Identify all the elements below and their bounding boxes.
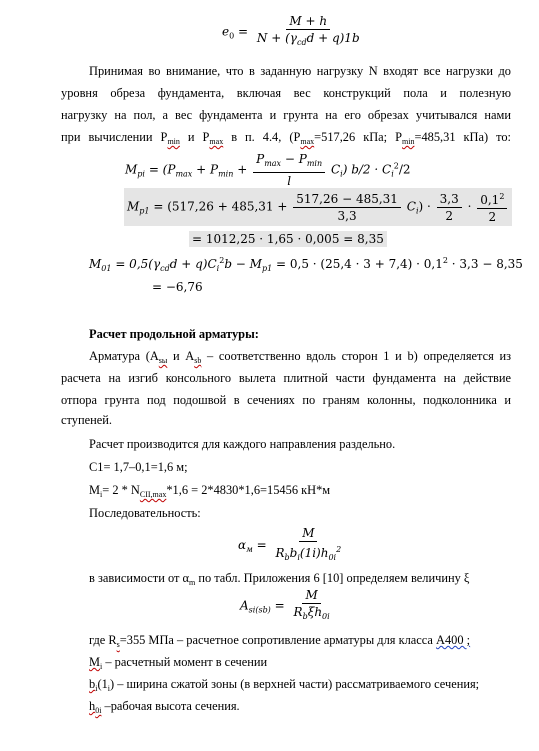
formula-e0 — [222, 14, 365, 50]
mp1-num3: 0,1 — [480, 193, 500, 207]
m01-b-sup: 2 — [219, 256, 225, 265]
alpha-den-a-sub: b — [284, 553, 290, 562]
formula-m01-result — [152, 280, 203, 294]
mp1-num3-sup: 2 — [499, 192, 505, 201]
alpha-fraction — [272, 526, 344, 565]
paragraph-c1: C1= 1,7–0,1=1,6 м; — [89, 460, 188, 474]
p7-sub: m — [188, 578, 196, 587]
alpha-lhs: α — [238, 538, 247, 552]
m01-result: = −6,76 — [152, 280, 203, 294]
p1-line-4-wrap — [61, 126, 511, 153]
as-lhs: A — [240, 598, 249, 613]
mp1-lhs-sub: p1 — [139, 206, 150, 216]
p1-l4-a: при вычислении P — [61, 130, 168, 144]
mpi-num-b-sub: min — [306, 159, 323, 168]
paragraph-rs — [89, 633, 470, 649]
p10-b: (1 — [97, 677, 108, 691]
e0-lhs: e — [222, 24, 230, 39]
p2-line-4: ступеней. — [61, 413, 112, 427]
m01-d: = 0,5 · (25,4 · 3 + 7,4) · 0,1 — [276, 257, 443, 271]
mp1-result: = 1012,25 · 1,65 · 0,005 = 8,35 — [192, 232, 384, 246]
p5-sub2: CII,max — [139, 490, 167, 499]
paragraph-sequence: Последовательность: — [89, 506, 201, 520]
alpha-num: M — [299, 526, 317, 542]
as-den-b-sub: 0i — [322, 612, 330, 621]
mpi-d-sub: i — [340, 169, 343, 179]
mp1-den: 3,3 — [337, 208, 357, 223]
paragraph-separate: Расчет производится для каждого направления раздельно. — [89, 437, 396, 451]
formula-m01 — [89, 256, 523, 273]
p2-line-2-wrap — [61, 367, 511, 389]
formula-alpha — [238, 526, 346, 565]
m01-a-sub: cd — [160, 264, 170, 273]
e0-den-b: d + q)1b — [306, 31, 360, 45]
m01-e: · 3,3 − 8,35 — [451, 257, 523, 271]
alpha-den — [272, 542, 344, 565]
alpha-den-b-sub: i — [297, 553, 300, 562]
formula-mp1-result — [189, 231, 387, 247]
mp1-lhs: M — [127, 199, 140, 214]
mpi-e-sub: i — [391, 169, 394, 179]
mp1-num2: 3,3 — [437, 192, 462, 208]
m01-c-sub: p1 — [261, 264, 273, 273]
e0-lhs-sub: 0 — [229, 31, 235, 41]
p10-a: b — [89, 677, 96, 691]
p1-l4-sub4: min — [402, 137, 415, 146]
m01-c: b − M — [224, 257, 262, 271]
p1-l4-e: =485,31 кПа) то: — [414, 130, 511, 144]
mpi-num-b: − P — [281, 152, 307, 166]
mpi-e-sup: 2 — [393, 161, 399, 171]
as-num: M — [302, 588, 320, 604]
e0-den-a: N + (γ — [256, 31, 297, 45]
e0-eq: = — [238, 24, 249, 39]
p9-a: M — [89, 655, 101, 669]
as-den-a-sub: b — [302, 612, 308, 621]
as-lhs-sub: si(sb) — [248, 605, 271, 615]
m01-d-sup: 2 — [442, 256, 448, 265]
mpi-b-sub: min — [218, 169, 234, 179]
e0-den-sub: cd — [296, 38, 307, 47]
mpi-a-sub: max — [175, 169, 193, 179]
paragraph-load-note — [89, 60, 511, 82]
p2-l1-sub2: sb — [194, 356, 202, 365]
mp1-fraction-2 — [437, 192, 462, 223]
alpha-lhs-sub: м — [246, 545, 253, 554]
alpha-den-b: b — [289, 546, 298, 560]
p2-l1-sub1: sы — [158, 356, 168, 365]
mp1-dot: · — [467, 199, 472, 214]
mpi-lhs-sub: pi — [137, 169, 145, 179]
m01-b-sub: i — [216, 264, 220, 273]
as-den-a: R — [293, 605, 303, 619]
paragraph-width — [89, 677, 479, 693]
p2-line-3: отпора грунта под подошвой в сечениях по граням колонны, подколонника и — [61, 393, 511, 407]
alpha-den-a: R — [275, 546, 285, 560]
p11-sub: 0i — [95, 706, 102, 715]
mp1-d: ) · — [418, 199, 431, 214]
m01-a: = 0,5(γ — [115, 257, 161, 271]
p2-line-3-wrap — [61, 389, 511, 411]
mpi-d: C — [330, 162, 341, 177]
p1-line-3-wrap — [61, 104, 511, 126]
p1-line-2: уровня обреза фундамента, включая вес конструкций пола и полезную — [61, 86, 511, 100]
p1-line-4 — [61, 126, 511, 153]
p5-sub1: i — [100, 490, 103, 499]
p7-b: по табл. Приложения 6 [10] определяем величину ξ — [195, 571, 470, 585]
mp1-c: C — [406, 199, 416, 214]
p7-a: в зависимости от α — [89, 571, 189, 585]
mp1-den2: 2 — [445, 208, 454, 223]
p1-line-2-wrap — [61, 82, 511, 104]
mpi-f: /2 — [398, 162, 411, 177]
e0-numerator: M + h — [286, 14, 330, 30]
p9-b: – расчетный момент в сечении — [102, 655, 268, 669]
mpi-numerator — [253, 152, 325, 173]
mpi-lhs: M — [125, 162, 138, 177]
e0-fraction — [254, 14, 363, 50]
mpi-fraction — [253, 152, 325, 188]
p1-l4-sub3: max — [300, 137, 315, 146]
p1-line-3: нагрузку на пол, а вес фундамента и грунта на его обрезах учитывался нами — [61, 108, 511, 122]
as-eq: = — [274, 598, 285, 613]
p1-l4-c: в п. 4.4, (P — [223, 130, 301, 144]
alpha-eq: = — [256, 538, 267, 552]
mp1-num: 517,26 − 485,31 — [293, 192, 401, 208]
m01-lhs-sub: 01 — [101, 264, 112, 273]
p5-c: *1,6 = 2*4830*1,6=15456 кН*м — [166, 483, 331, 497]
formula-mpi — [125, 152, 411, 188]
p1-l4-sub2: max — [209, 137, 224, 146]
p2-l1-a: Арматура (A — [89, 349, 159, 363]
p8-a: где R — [89, 633, 117, 647]
p1-l4-sub1: min — [167, 137, 180, 146]
e0-denominator — [254, 30, 363, 50]
p1-l4-b: и P — [179, 130, 210, 144]
mpi-c: + — [237, 162, 248, 177]
alpha-den-c-sup: 2 — [336, 545, 342, 554]
paragraph-mi — [89, 483, 330, 499]
p2-l1-c: – соответственно вдоль сторон 1 и b) определяется из — [201, 349, 511, 363]
mp1-fraction-1 — [293, 192, 401, 223]
p2-line-2: расчета на изгиб консольного вылета плитной части фундамента на действие — [61, 371, 511, 385]
mp1-fraction-3 — [477, 190, 507, 224]
mpi-denominator: l — [287, 174, 292, 188]
mpi-num-a: P — [256, 152, 265, 166]
as-den-b: ξh — [307, 605, 323, 619]
p10-c: ) – ширина сжатой зоны (в верхней части) рассматриваемого сечения; — [110, 677, 480, 691]
as-den — [291, 604, 333, 624]
alpha-den-c-sub: 0i — [328, 553, 337, 562]
alpha-den-c: (1i)h — [299, 546, 329, 560]
mpi-num-a-sub: max — [264, 159, 282, 168]
p1-l4-d: =517,26 кПа; P — [314, 130, 402, 144]
p11-b: –рабочая высота сечения. — [101, 699, 240, 713]
paragraph-height — [89, 699, 240, 715]
p5-a: M — [89, 483, 101, 497]
p8-sub: s — [116, 640, 120, 649]
p10-sub: i — [95, 684, 98, 693]
section-heading: Расчет продольной арматуры: — [89, 327, 259, 341]
formula-mp1 — [124, 188, 512, 226]
p10-sub2: i — [107, 684, 110, 693]
p1-line-1: Принимая во внимание, что в заданную нагрузку N входят все нагрузки до — [89, 64, 511, 78]
mpi-e: ) b/2 · C — [342, 162, 392, 177]
mp1-den3: 2 — [488, 210, 497, 224]
mp1-num3-wrap — [477, 190, 507, 209]
p8-c: А400 ; — [436, 633, 471, 647]
m01-b: d + q)C — [169, 257, 217, 271]
p8-b: =355 МПа – расчетное сопротивление арматуры для класса — [119, 633, 437, 647]
p2-l1-b: и A — [167, 349, 195, 363]
as-fraction — [291, 588, 333, 624]
mp1-c-sub: i — [415, 206, 419, 216]
paragraph-xi — [89, 571, 469, 587]
mp1-a: = (517,26 + 485,31 + — [153, 199, 288, 214]
formula-as — [240, 588, 335, 624]
mpi-b: + P — [196, 162, 219, 177]
p9-sub: i — [100, 662, 103, 671]
p5-b: = 2 * N — [102, 483, 140, 497]
paragraph-moment — [89, 655, 267, 671]
mpi-a: = (P — [148, 162, 176, 177]
p11-a: h — [89, 699, 96, 713]
m01-lhs: M — [89, 257, 102, 271]
